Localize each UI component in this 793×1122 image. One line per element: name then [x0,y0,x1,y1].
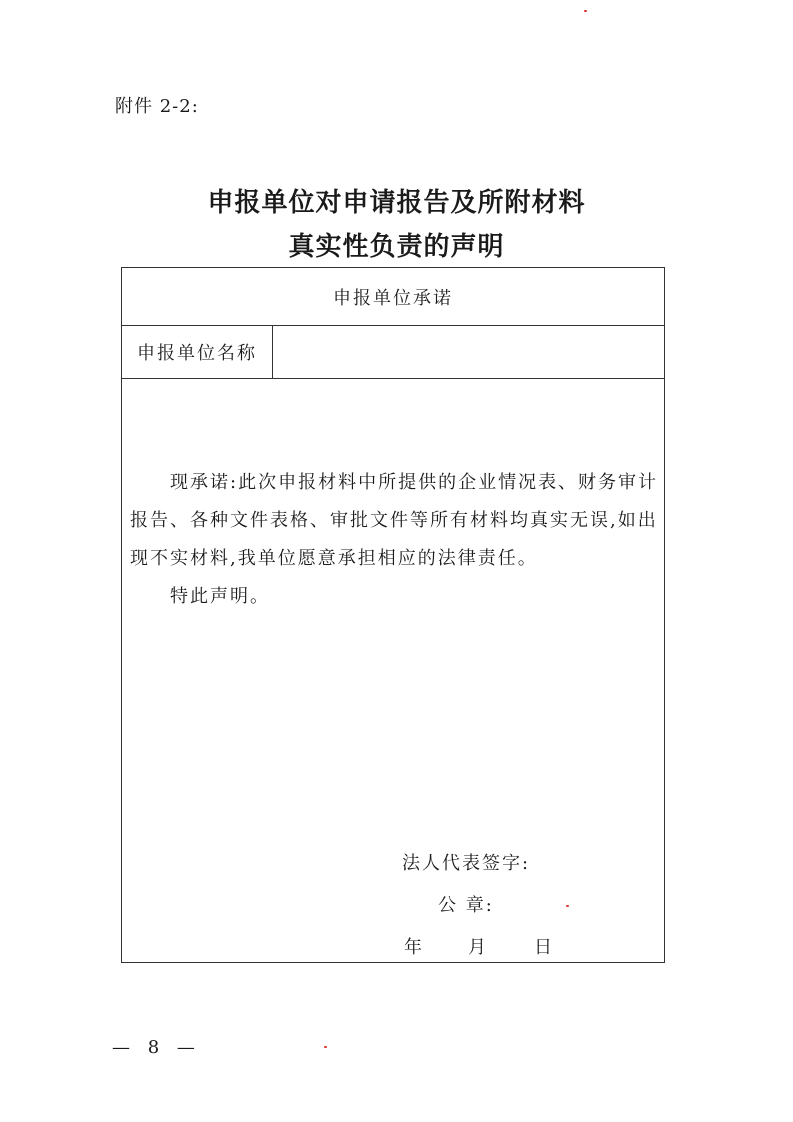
date-year-label: 年 [404,937,424,958]
promise-text [130,464,660,616]
seal-label: 公 章: [438,895,494,916]
document-title-line1: 申报单位对申请报告及所附材料 [207,188,586,218]
promise-closing: 特此声明。 [170,586,270,607]
date-month-label: 月 [468,937,488,958]
unit-name-row [122,326,664,379]
scan-speck [324,1046,327,1048]
declaration-form [121,267,665,963]
unit-name-field[interactable] [273,326,664,378]
date-day-label: 日 [534,937,554,958]
scan-speck [584,10,587,12]
scan-speck [566,905,569,907]
attachment-label: 附件 2-2: [115,96,199,117]
legal-rep-signature-label: 法人代表签字: [402,853,531,874]
unit-name-label: 申报单位名称 [122,326,273,378]
page-number: — 8 — [112,1037,201,1058]
form-header: 申报单位承诺 [122,268,664,326]
promise-paragraph: 现承诺:此次申报材料中所提供的企业情况表、财务审计报告、各种文件表格、审批文件等所有材料均真实无误,如出现不实材料,我单位愿意承担相应的法律责任。 [130,472,659,569]
document-title-line2: 真实性负责的声明 [288,232,505,262]
